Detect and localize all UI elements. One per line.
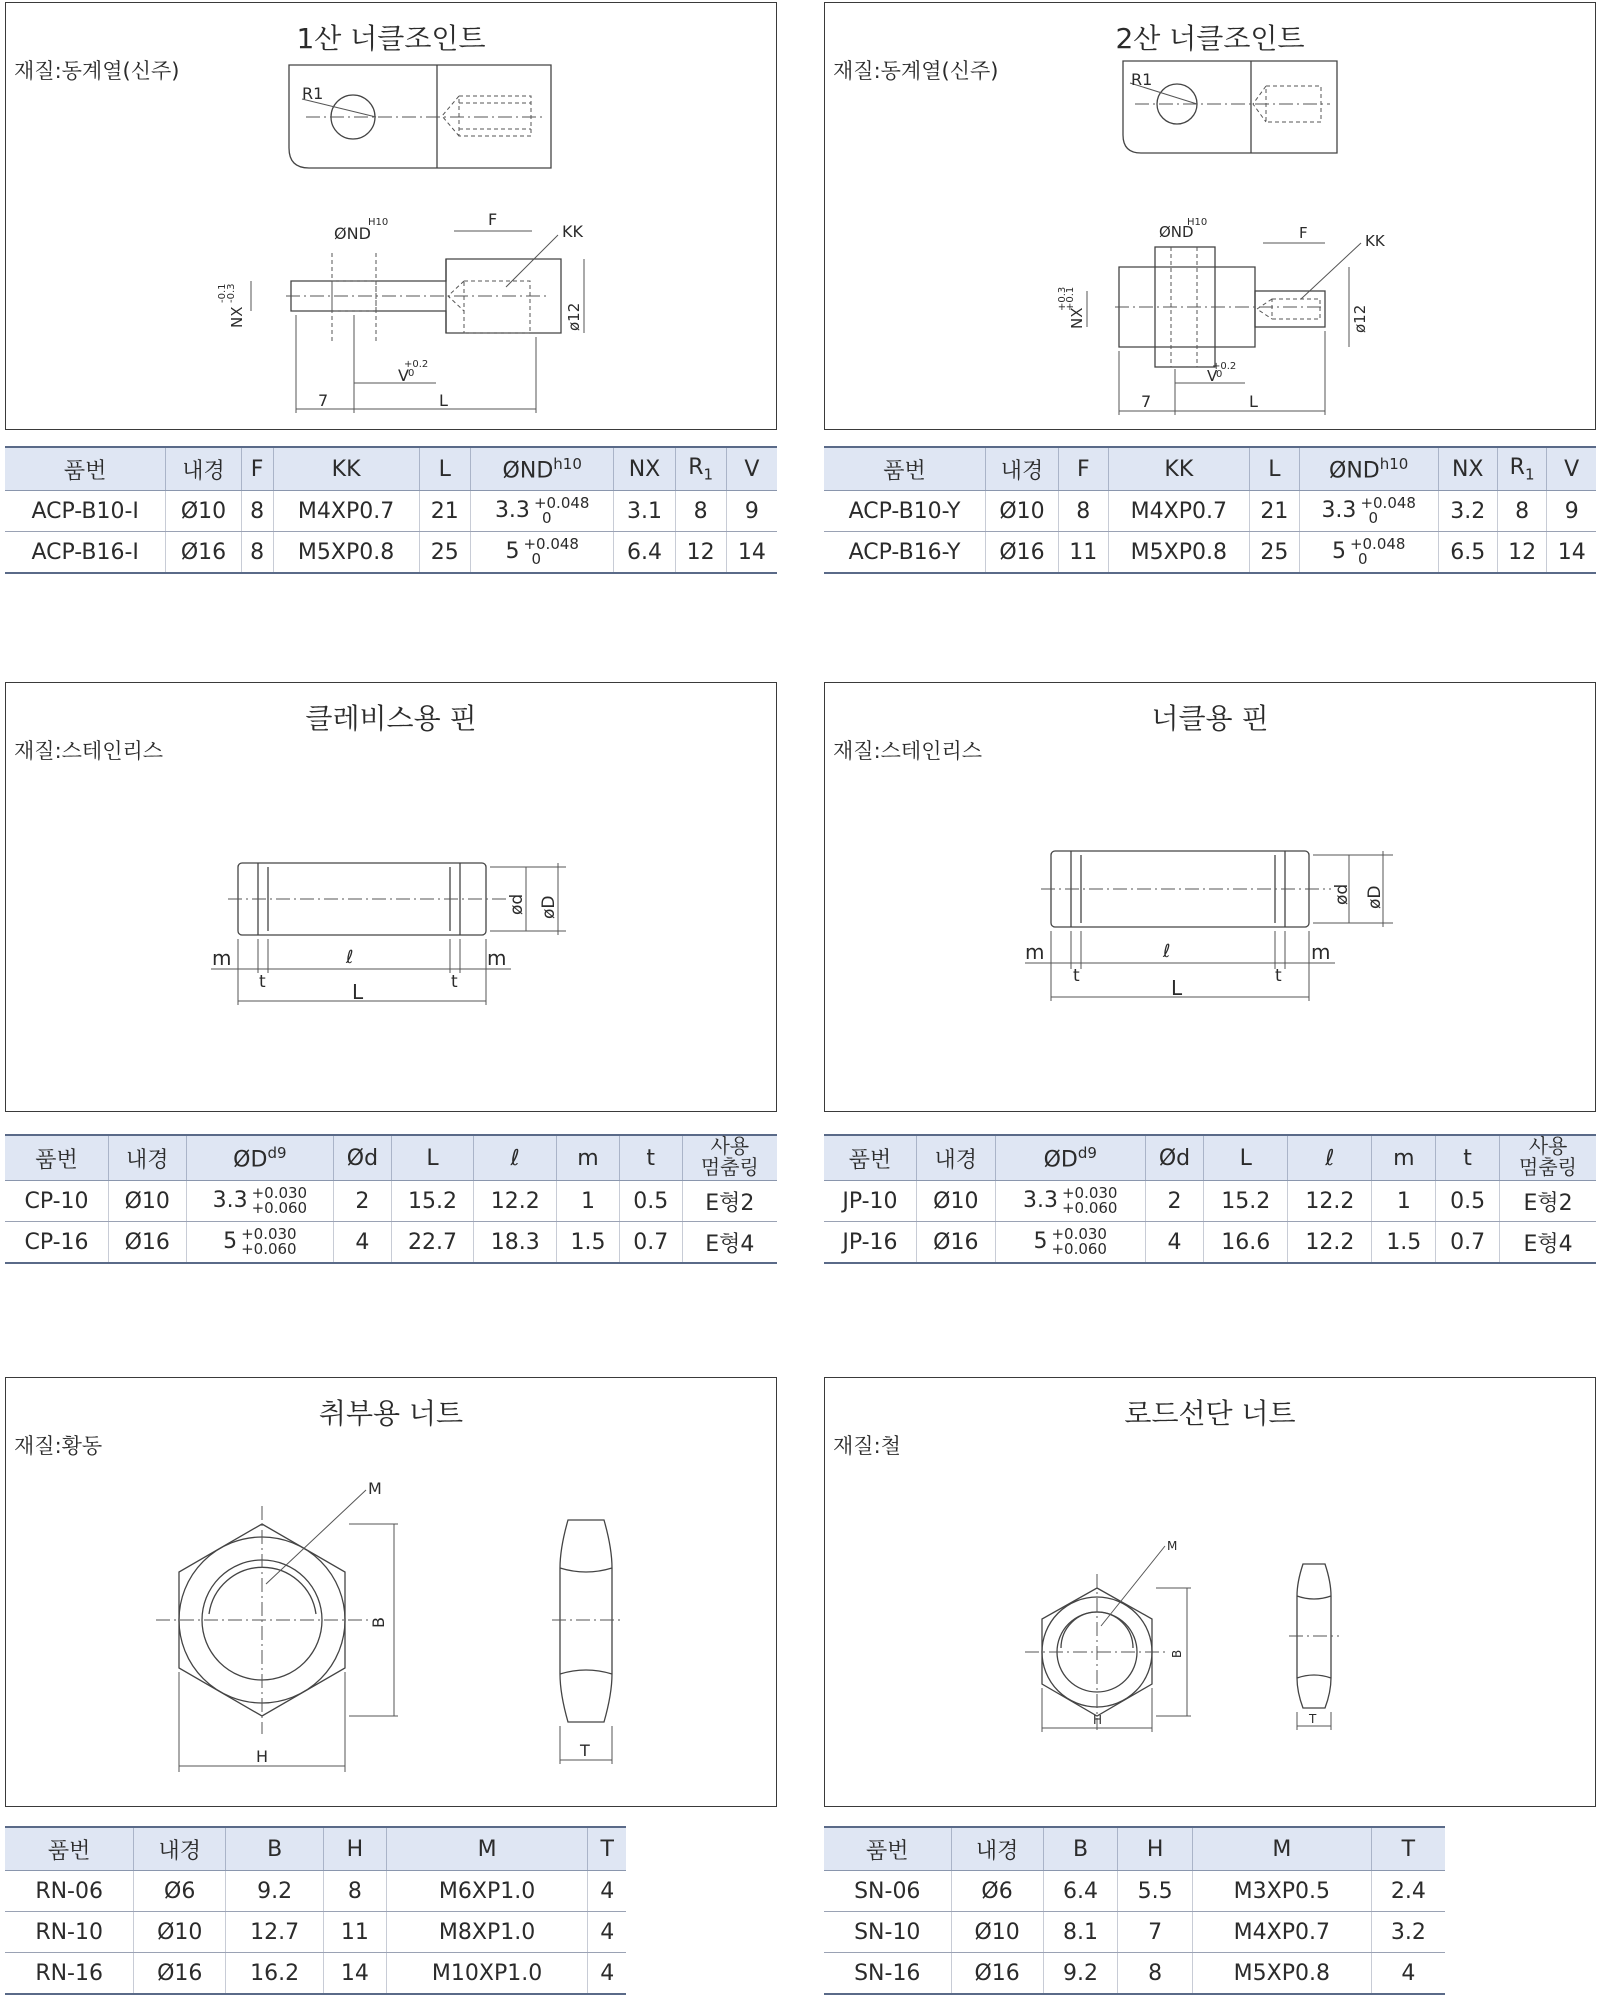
spec-table-knuckle-2 bbox=[824, 446, 1596, 574]
col-r1: $R_1$ bbox=[1497, 447, 1547, 491]
phid-label: ød bbox=[1332, 883, 1352, 905]
cell-bore: Ø6 bbox=[951, 1871, 1043, 1912]
l-label: L bbox=[439, 391, 448, 410]
col-h: H bbox=[324, 1827, 387, 1871]
col-dD: $ØD^{d9}$ bbox=[995, 1135, 1145, 1181]
cell-ring: E형4 bbox=[682, 1222, 777, 1264]
col-dD: $ØD^{d9}$ bbox=[186, 1135, 334, 1181]
col-m: m bbox=[1372, 1135, 1436, 1181]
h-label: H bbox=[1093, 1713, 1103, 1727]
col-m: M bbox=[386, 1827, 588, 1871]
col-v: V bbox=[726, 447, 777, 491]
cell-part: CP-10 bbox=[5, 1181, 109, 1222]
nx-label: NX bbox=[1068, 307, 1086, 329]
cell-part: ACP-B16-I bbox=[5, 532, 166, 574]
v-tol-bot: 0 bbox=[1216, 369, 1223, 380]
cell-m: M8XP1.0 bbox=[386, 1912, 588, 1953]
table-header-row bbox=[824, 1135, 1596, 1181]
cell-h: 8 bbox=[1118, 1953, 1193, 1995]
table-row bbox=[824, 1912, 1445, 1953]
panel-title: 너클용 핀 bbox=[1151, 702, 1269, 735]
cell-t: 4 bbox=[588, 1871, 626, 1912]
material-label: 재질:철 bbox=[833, 1434, 901, 1458]
cell-r1: 12 bbox=[1497, 532, 1547, 574]
t-label: T bbox=[580, 1741, 590, 1760]
cell-bore: Ø10 bbox=[951, 1912, 1043, 1953]
panel-clevis-pin bbox=[5, 682, 777, 1112]
nx-label: NX bbox=[228, 306, 246, 328]
col-m: m bbox=[557, 1135, 620, 1181]
panel-knuckle-joint-2 bbox=[824, 2, 1596, 430]
cell-l: 22.7 bbox=[391, 1222, 474, 1264]
cell-t: 0.5 bbox=[619, 1181, 682, 1222]
cell-h: 11 bbox=[324, 1912, 387, 1953]
cell-h: 14 bbox=[324, 1953, 387, 1995]
ell-label: ℓ bbox=[1163, 941, 1171, 962]
cell-ell: 12.2 bbox=[1288, 1222, 1372, 1264]
cell-v: 9 bbox=[1547, 491, 1596, 532]
table-row bbox=[824, 1181, 1596, 1222]
cell-d: 2 bbox=[334, 1181, 391, 1222]
cell-part: JP-16 bbox=[824, 1222, 916, 1264]
cell-f: 8 bbox=[1058, 491, 1108, 532]
col-bore: 내경 bbox=[134, 1827, 226, 1871]
cell-m: 1.5 bbox=[557, 1222, 620, 1264]
f-label: F bbox=[1299, 224, 1308, 242]
cell-r1: 8 bbox=[1497, 491, 1547, 532]
t-right-label: t bbox=[1275, 966, 1282, 986]
clevis-pin-drawing bbox=[6, 683, 778, 1111]
spec-table-knuckle-pin bbox=[824, 1134, 1596, 1264]
table-row bbox=[5, 1953, 626, 1995]
cell-part: ACP-B10-I bbox=[5, 491, 166, 532]
col-part: 품번 bbox=[824, 1827, 951, 1871]
cell-bore: Ø6 bbox=[134, 1871, 226, 1912]
col-part: 품번 bbox=[824, 447, 986, 491]
col-m: M bbox=[1192, 1827, 1371, 1871]
cell-part: ACP-B16-Y bbox=[824, 532, 986, 574]
nx-tol-bot: +0.1 bbox=[1065, 286, 1076, 311]
nd-tol: H10 bbox=[1187, 217, 1208, 228]
cell-bore: Ø16 bbox=[916, 1222, 995, 1264]
knuckle-pin-drawing bbox=[825, 683, 1597, 1111]
cell-b: 6.4 bbox=[1043, 1871, 1118, 1912]
cell-kk: M5XP0.8 bbox=[1108, 532, 1249, 574]
m-left-label: m bbox=[1025, 940, 1045, 964]
v-label: V bbox=[1207, 367, 1218, 385]
cell-t: 2.4 bbox=[1371, 1871, 1445, 1912]
cell-t: 4 bbox=[588, 1912, 626, 1953]
col-kk: KK bbox=[273, 447, 419, 491]
col-part: 품번 bbox=[824, 1135, 916, 1181]
col-bore: 내경 bbox=[951, 1827, 1043, 1871]
col-ell: ℓ bbox=[1288, 1135, 1372, 1181]
table-row bbox=[5, 532, 777, 574]
cell-dD: 3.3 +0.030 +0.060 bbox=[186, 1181, 334, 1222]
h-label: H bbox=[256, 1747, 269, 1766]
col-t: T bbox=[588, 1827, 626, 1871]
cell-h: 7 bbox=[1118, 1912, 1193, 1953]
cell-ring: E형2 bbox=[682, 1181, 777, 1222]
cell-b: 16.2 bbox=[226, 1953, 324, 1995]
table-row bbox=[824, 491, 1596, 532]
cell-dD: 5 +0.030 +0.060 bbox=[186, 1222, 334, 1264]
table-row bbox=[824, 532, 1596, 574]
table-row bbox=[824, 1953, 1445, 1995]
cell-m: M3XP0.5 bbox=[1192, 1871, 1371, 1912]
cell-bore: Ø16 bbox=[134, 1953, 226, 1995]
nd-label: ØND bbox=[1159, 223, 1194, 241]
cell-part: ACP-B10-Y bbox=[824, 491, 986, 532]
material-label: 재질:스테인리스 bbox=[833, 739, 983, 763]
cell-t: 0.7 bbox=[619, 1222, 682, 1264]
t-left-label: t bbox=[1073, 966, 1080, 986]
cell-part: RN-10 bbox=[5, 1912, 134, 1953]
table-header-row bbox=[5, 1135, 777, 1181]
m-left-label: m bbox=[212, 946, 232, 970]
cell-l: 21 bbox=[1250, 491, 1300, 532]
table-row bbox=[5, 1912, 626, 1953]
col-bore: 내경 bbox=[916, 1135, 995, 1181]
cell-m: M6XP1.0 bbox=[386, 1871, 588, 1912]
cell-l: 16.6 bbox=[1204, 1222, 1288, 1264]
col-l: L bbox=[419, 447, 470, 491]
cell-bore: Ø10 bbox=[916, 1181, 995, 1222]
table-header-row bbox=[5, 447, 777, 491]
col-f: F bbox=[241, 447, 273, 491]
panel-title: 취부용 너트 bbox=[318, 1397, 464, 1430]
r1-label: R1 bbox=[302, 84, 324, 103]
nd-tol: H10 bbox=[368, 217, 389, 228]
cell-bore: Ø16 bbox=[986, 532, 1059, 574]
col-ring: 사용 멈춤링 bbox=[682, 1135, 777, 1181]
nx-tol-bot: -0.3 bbox=[226, 283, 237, 303]
cell-b: 8.1 bbox=[1043, 1912, 1118, 1953]
cell-t: 0.5 bbox=[1436, 1181, 1500, 1222]
t-right-label: t bbox=[451, 972, 458, 992]
cell-r1: 12 bbox=[675, 532, 726, 574]
cell-bore: Ø16 bbox=[109, 1222, 186, 1264]
spec-table-rod-end-nut bbox=[824, 1826, 1445, 1995]
cell-l: 15.2 bbox=[1204, 1181, 1288, 1222]
col-l: L bbox=[1250, 447, 1300, 491]
cell-b: 9.2 bbox=[226, 1871, 324, 1912]
nx-tol-top: +0.3 bbox=[1057, 286, 1068, 311]
material-label: 재질:황동 bbox=[14, 1434, 103, 1458]
phiD-label: øD bbox=[1365, 885, 1385, 909]
cell-bore: Ø16 bbox=[166, 532, 241, 574]
kk-label: KK bbox=[1365, 232, 1385, 250]
v-tol-top: +0.2 bbox=[1212, 361, 1237, 372]
col-l: L bbox=[1204, 1135, 1288, 1181]
cell-part: SN-16 bbox=[824, 1953, 951, 1995]
cell-t: 3.2 bbox=[1371, 1912, 1445, 1953]
t-label: T bbox=[1309, 1712, 1317, 1726]
panel-mounting-nut bbox=[5, 1377, 777, 1807]
cell-ring: E형4 bbox=[1500, 1222, 1596, 1264]
v-tol-bot: 0 bbox=[408, 368, 415, 379]
cell-h: 5.5 bbox=[1118, 1871, 1193, 1912]
col-v: V bbox=[1547, 447, 1596, 491]
cell-kk: M5XP0.8 bbox=[273, 532, 419, 574]
l-label: L bbox=[1171, 976, 1183, 1000]
cell-r1: 8 bbox=[675, 491, 726, 532]
col-ell: ℓ bbox=[474, 1135, 557, 1181]
spec-table-clevis-pin bbox=[5, 1134, 777, 1264]
cell-m: 1 bbox=[557, 1181, 620, 1222]
knuckle-joint-1-drawing bbox=[6, 3, 778, 429]
phiD-label: øD bbox=[539, 895, 559, 919]
spec-table-knuckle-1 bbox=[5, 446, 777, 574]
col-t: T bbox=[1371, 1827, 1445, 1871]
cell-l: 25 bbox=[419, 532, 470, 574]
col-r1: $R_1$ bbox=[675, 447, 726, 491]
col-b: B bbox=[1043, 1827, 1118, 1871]
table-row bbox=[824, 1871, 1445, 1912]
cell-ell: 18.3 bbox=[474, 1222, 557, 1264]
cell-v: 14 bbox=[1547, 532, 1596, 574]
col-h: H bbox=[1118, 1827, 1193, 1871]
cell-t: 4 bbox=[588, 1953, 626, 1995]
cell-nx: 3.1 bbox=[614, 491, 675, 532]
cell-part: SN-06 bbox=[824, 1871, 951, 1912]
cell-nx: 6.4 bbox=[614, 532, 675, 574]
cell-d: 4 bbox=[334, 1222, 391, 1264]
l-label: L bbox=[352, 980, 364, 1004]
m-right-label: m bbox=[1311, 940, 1331, 964]
col-part: 품번 bbox=[5, 1135, 109, 1181]
cell-ring: E형2 bbox=[1500, 1181, 1596, 1222]
cell-part: SN-10 bbox=[824, 1912, 951, 1953]
panel-title: 2산 너클조인트 bbox=[1115, 22, 1305, 55]
col-nx: NX bbox=[614, 447, 675, 491]
l-label: L bbox=[1249, 392, 1258, 411]
table-row bbox=[5, 1181, 777, 1222]
cell-part: JP-10 bbox=[824, 1181, 916, 1222]
table-header-row bbox=[824, 447, 1596, 491]
m-label: M bbox=[1167, 1539, 1178, 1553]
cell-m: M4XP0.7 bbox=[1192, 1912, 1371, 1953]
d12-label: ø12 bbox=[565, 302, 583, 331]
spec-table-mounting-nut bbox=[5, 1826, 626, 1995]
cell-ell: 12.2 bbox=[474, 1181, 557, 1222]
table-header-row bbox=[5, 1827, 626, 1871]
cell-m: M10XP1.0 bbox=[386, 1953, 588, 1995]
cell-l: 15.2 bbox=[391, 1181, 474, 1222]
table-row bbox=[5, 1871, 626, 1912]
col-part: 품번 bbox=[5, 1827, 134, 1871]
cell-dD: 5 +0.030 +0.060 bbox=[995, 1222, 1145, 1264]
knuckle-joint-2-drawing bbox=[825, 3, 1597, 429]
panel-rod-end-nut bbox=[824, 1377, 1596, 1807]
cell-m: 1 bbox=[1372, 1181, 1436, 1222]
col-f: F bbox=[1058, 447, 1108, 491]
cell-v: 9 bbox=[726, 491, 777, 532]
panel-knuckle-joint-1 bbox=[5, 2, 777, 430]
col-l: L bbox=[391, 1135, 474, 1181]
cell-ell: 12.2 bbox=[1288, 1181, 1372, 1222]
t-left-label: t bbox=[259, 972, 266, 992]
cell-l: 25 bbox=[1250, 532, 1300, 574]
cell-bore: Ø16 bbox=[951, 1953, 1043, 1995]
panel-title: 로드선단 너트 bbox=[1124, 1397, 1296, 1430]
cell-part: RN-16 bbox=[5, 1953, 134, 1995]
col-bore: 내경 bbox=[109, 1135, 186, 1181]
d12-label: ø12 bbox=[1351, 304, 1369, 333]
cell-v: 14 bbox=[726, 532, 777, 574]
cell-nx: 6.5 bbox=[1438, 532, 1497, 574]
cell-part: RN-06 bbox=[5, 1871, 134, 1912]
cell-part: CP-16 bbox=[5, 1222, 109, 1264]
cell-t: 0.7 bbox=[1436, 1222, 1500, 1264]
col-t: t bbox=[619, 1135, 682, 1181]
col-d: Ød bbox=[1145, 1135, 1203, 1181]
seven-label: 7 bbox=[318, 391, 329, 410]
m-right-label: m bbox=[487, 946, 507, 970]
nd-label: ØND bbox=[334, 224, 371, 243]
cell-b: 9.2 bbox=[1043, 1953, 1118, 1995]
cell-f: 11 bbox=[1058, 532, 1108, 574]
table-row bbox=[5, 1222, 777, 1264]
col-t: t bbox=[1436, 1135, 1500, 1181]
cell-f: 8 bbox=[241, 532, 273, 574]
material-label: 재질:동계열(신주) bbox=[14, 59, 180, 83]
panel-title: 클레비스용 핀 bbox=[305, 702, 477, 735]
b-label: B bbox=[1170, 1649, 1184, 1658]
cell-bore: Ø10 bbox=[134, 1912, 226, 1953]
r1-label: R1 bbox=[1131, 70, 1153, 89]
col-nx: NX bbox=[1438, 447, 1497, 491]
panel-knuckle-pin bbox=[824, 682, 1596, 1112]
col-bore: 내경 bbox=[166, 447, 241, 491]
panel-title: 1산 너클조인트 bbox=[296, 22, 486, 55]
col-nd: $ØND^{h10}$ bbox=[470, 447, 614, 491]
col-d: Ød bbox=[334, 1135, 391, 1181]
cell-f: 8 bbox=[241, 491, 273, 532]
seven-label: 7 bbox=[1141, 392, 1152, 411]
cell-kk: M4XP0.7 bbox=[1108, 491, 1249, 532]
cell-bore: Ø10 bbox=[166, 491, 241, 532]
m-label: M bbox=[368, 1479, 382, 1498]
cell-nd: 3.3 +0.048 0 bbox=[470, 491, 614, 532]
cell-b: 12.7 bbox=[226, 1912, 324, 1953]
mounting-nut-drawing bbox=[6, 1378, 778, 1806]
col-b: B bbox=[226, 1827, 324, 1871]
cell-m: 1.5 bbox=[1372, 1222, 1436, 1264]
kk-label: KK bbox=[562, 222, 583, 241]
cell-nd: 5 +0.048 0 bbox=[470, 532, 614, 574]
cell-bore: Ø10 bbox=[986, 491, 1059, 532]
phid-label: ød bbox=[507, 893, 527, 915]
cell-kk: M4XP0.7 bbox=[273, 491, 419, 532]
cell-m: M5XP0.8 bbox=[1192, 1953, 1371, 1995]
col-kk: KK bbox=[1108, 447, 1249, 491]
cell-h: 8 bbox=[324, 1871, 387, 1912]
material-label: 재질:동계열(신주) bbox=[833, 59, 999, 83]
b-label: B bbox=[369, 1617, 388, 1628]
cell-d: 4 bbox=[1145, 1222, 1203, 1264]
ell-label: ℓ bbox=[346, 947, 354, 968]
nx-tol-top: -0.1 bbox=[217, 283, 228, 303]
cell-bore: Ø10 bbox=[109, 1181, 186, 1222]
cell-dD: 3.3 +0.030 +0.060 bbox=[995, 1181, 1145, 1222]
material-label: 재질:스테인리스 bbox=[14, 739, 164, 763]
table-row bbox=[5, 491, 777, 532]
table-header-row bbox=[824, 1827, 1445, 1871]
col-bore: 내경 bbox=[986, 447, 1059, 491]
col-part: 품번 bbox=[5, 447, 166, 491]
rod-end-nut-drawing bbox=[825, 1378, 1597, 1806]
cell-t: 4 bbox=[1371, 1953, 1445, 1995]
cell-l: 21 bbox=[419, 491, 470, 532]
cell-d: 2 bbox=[1145, 1181, 1203, 1222]
v-tol-top: +0.2 bbox=[404, 359, 429, 370]
table-row bbox=[824, 1222, 1596, 1264]
cell-nd: 3.3 +0.048 0 bbox=[1299, 491, 1438, 532]
col-ring: 사용 멈춤링 bbox=[1500, 1135, 1596, 1181]
col-nd: $ØND^{h10}$ bbox=[1299, 447, 1438, 491]
cell-nx: 3.2 bbox=[1438, 491, 1497, 532]
cell-nd: 5 +0.048 0 bbox=[1299, 532, 1438, 574]
v-label: V bbox=[398, 366, 409, 385]
f-label: F bbox=[488, 210, 498, 229]
